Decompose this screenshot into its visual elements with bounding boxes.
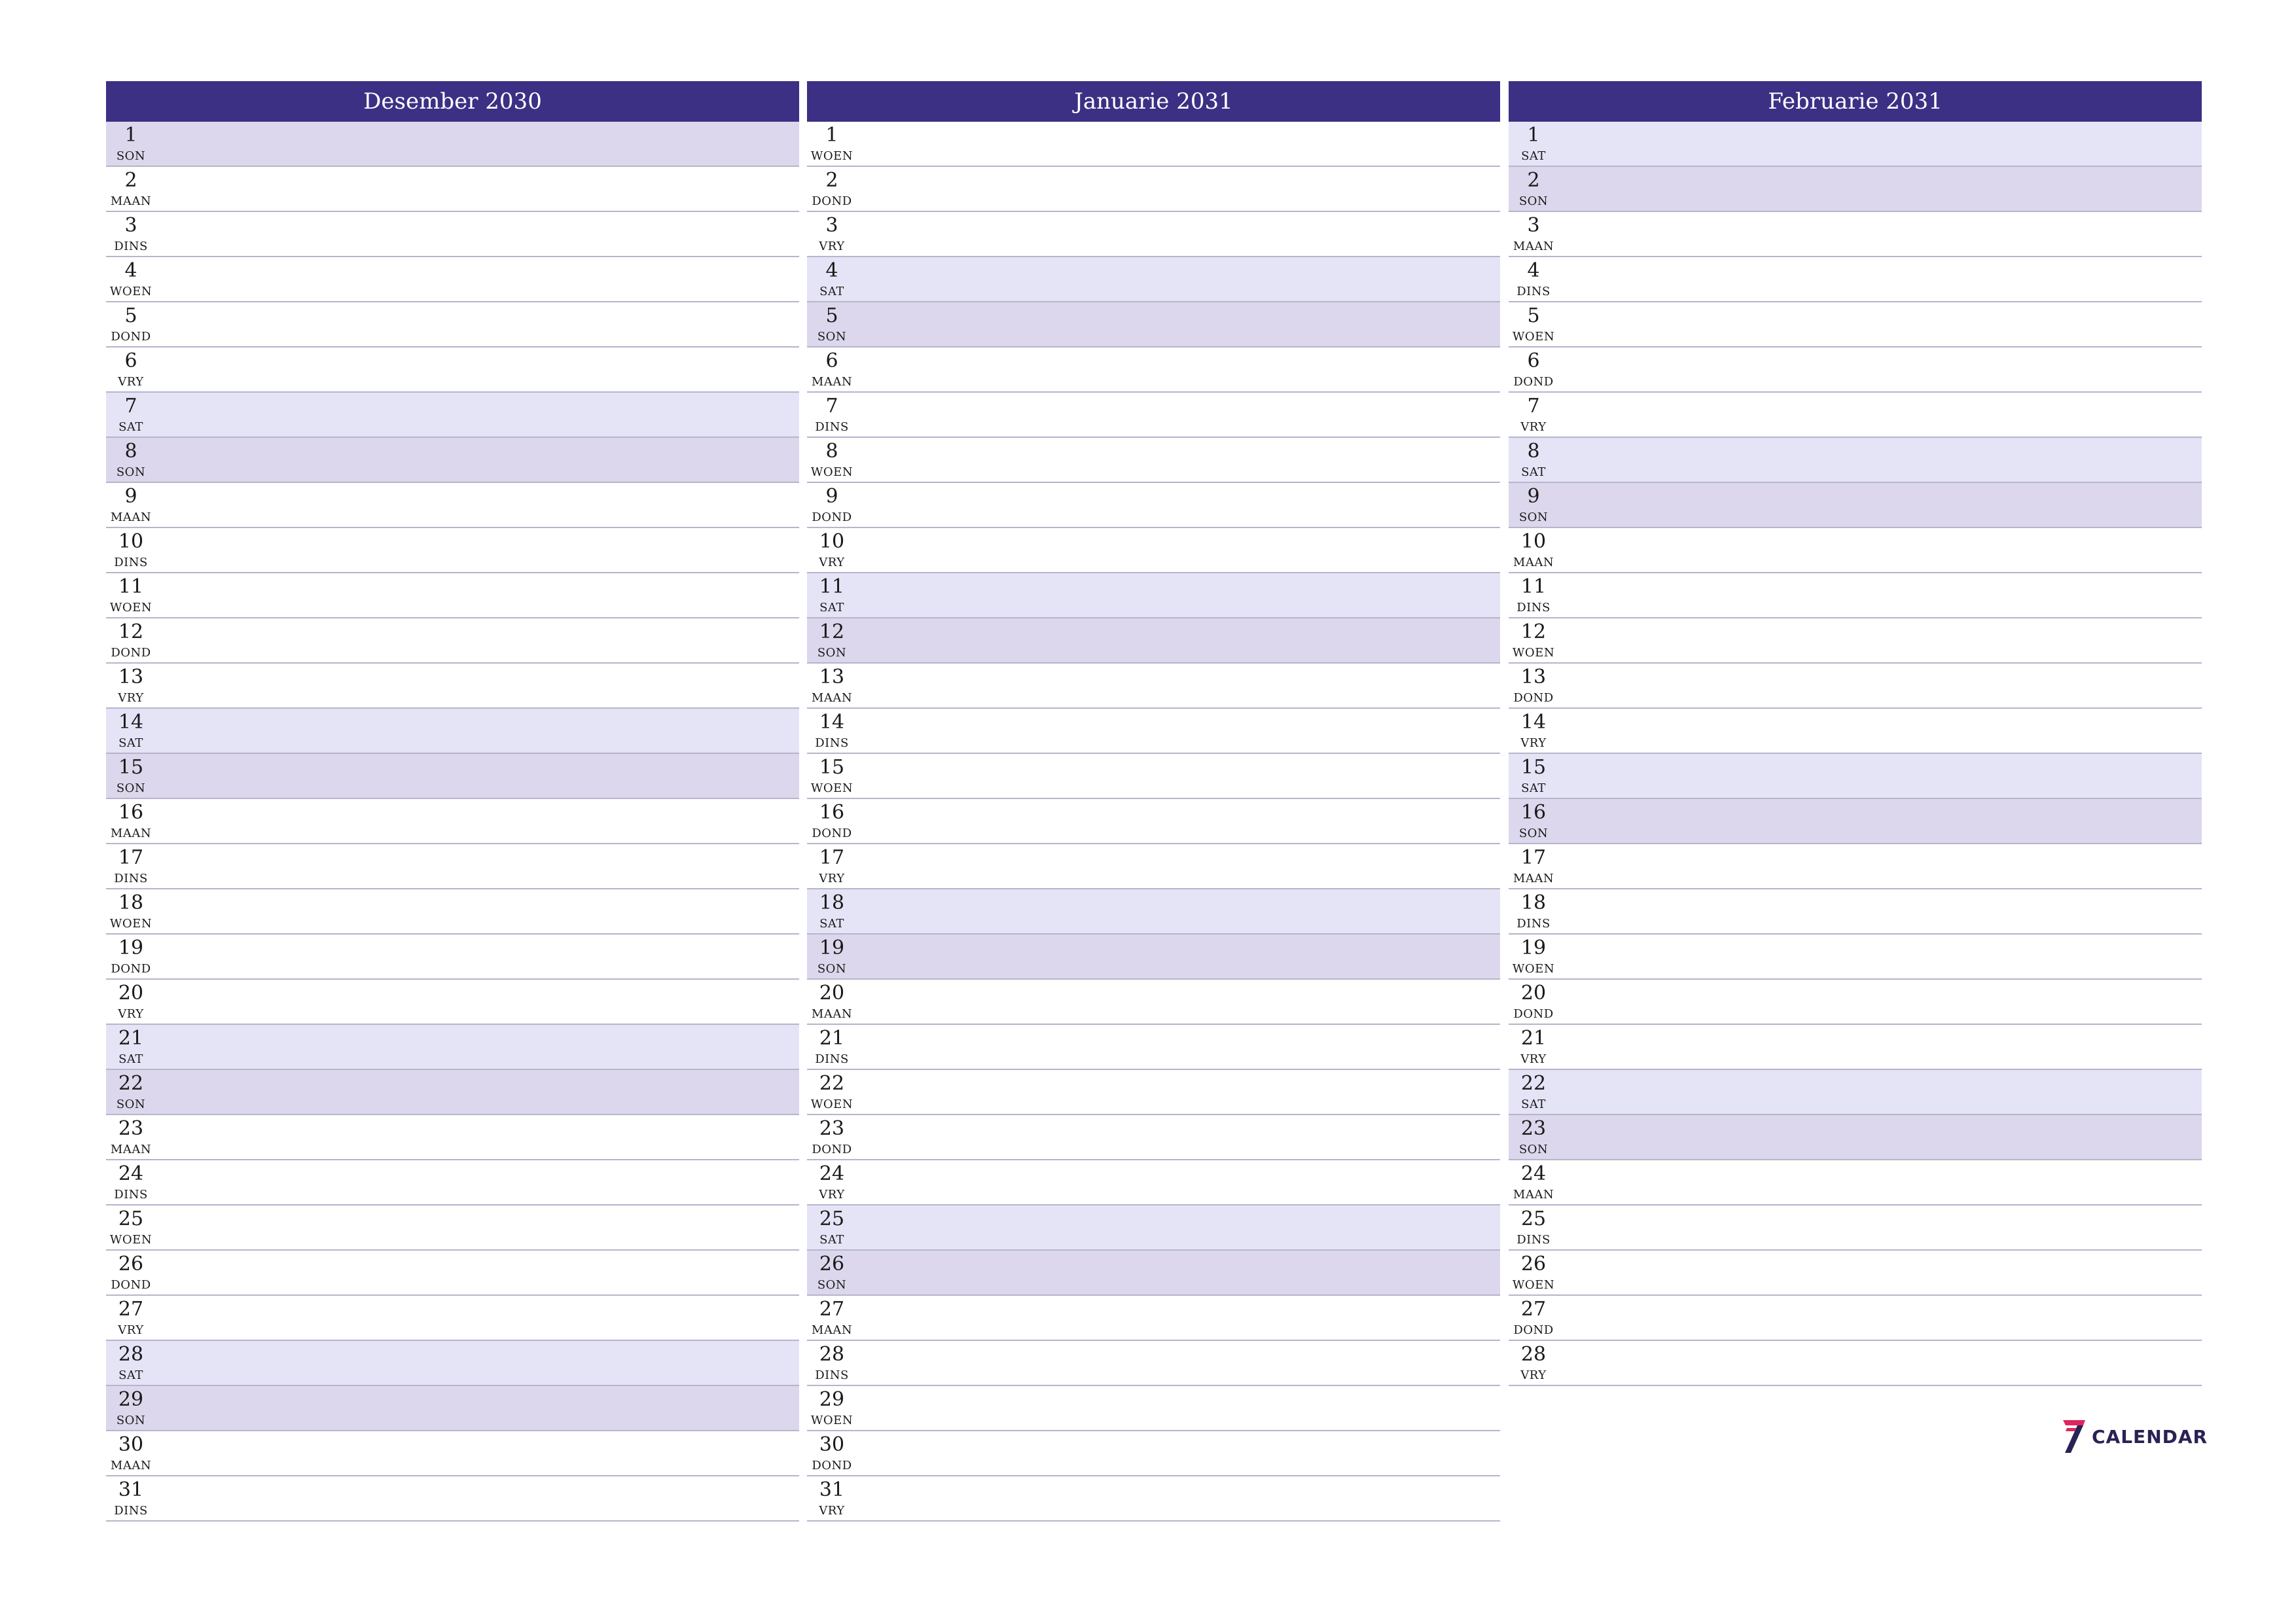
day-row xyxy=(106,1160,799,1205)
day-row xyxy=(807,212,1500,257)
weekday-label: SAT xyxy=(1521,465,1546,479)
day-number: 10 xyxy=(819,530,845,553)
day-row xyxy=(807,1341,1500,1386)
day-row xyxy=(106,1205,799,1251)
weekday-label: DINS xyxy=(114,1188,148,1202)
weekday-label: VRY xyxy=(118,375,144,389)
month-title: Januarie 2031 xyxy=(807,81,1500,122)
weekday-label: VRY xyxy=(118,691,144,705)
weekday-label: SAT xyxy=(819,601,844,615)
day-row xyxy=(1509,528,2202,573)
weekday-label: DOND xyxy=(1513,1007,1554,1021)
day-number: 29 xyxy=(118,1388,144,1411)
day-number: 17 xyxy=(118,846,144,869)
weekday-label: SAT xyxy=(1521,781,1546,795)
weekday-label: SAT xyxy=(1521,1097,1546,1111)
weekday-label: DINS xyxy=(1516,1233,1551,1247)
day-number: 6 xyxy=(1527,349,1540,372)
day-number: 24 xyxy=(118,1162,144,1185)
day-number: 28 xyxy=(1520,1343,1547,1366)
day-row xyxy=(807,573,1500,618)
day-row xyxy=(1509,1160,2202,1205)
day-row xyxy=(1509,257,2202,302)
weekday-label: MAAN xyxy=(1513,240,1554,253)
day-number: 26 xyxy=(819,1253,845,1275)
day-row xyxy=(807,1431,1500,1476)
day-number: 10 xyxy=(118,530,144,553)
day-number: 7 xyxy=(1527,395,1540,418)
weekday-label: SAT xyxy=(118,1368,143,1382)
day-number: 18 xyxy=(118,891,144,914)
day-number: 24 xyxy=(819,1162,845,1185)
weekday-label: VRY xyxy=(819,1188,845,1202)
day-number: 31 xyxy=(118,1478,144,1501)
weekday-label: DOND xyxy=(1513,1323,1554,1337)
day-number: 26 xyxy=(1520,1253,1547,1275)
weekday-label: DOND xyxy=(111,1278,151,1292)
day-number: 6 xyxy=(124,349,137,372)
weekday-label: MAAN xyxy=(110,194,152,208)
day-row xyxy=(106,438,799,483)
weekday-label: SON xyxy=(116,1414,146,1427)
day-row xyxy=(807,618,1500,664)
day-row xyxy=(1509,799,2202,844)
day-row xyxy=(106,1296,799,1341)
day-number: 25 xyxy=(1520,1207,1547,1230)
day-row xyxy=(106,1070,799,1115)
weekday-label: SAT xyxy=(1521,149,1546,163)
weekday-label: SON xyxy=(1518,510,1549,524)
weekday-label: MAAN xyxy=(110,510,152,524)
day-number: 1 xyxy=(825,124,838,147)
day-number: 7 xyxy=(124,395,137,418)
day-row xyxy=(1509,664,2202,709)
day-number: 2 xyxy=(1527,169,1540,192)
weekday-label: DOND xyxy=(812,1143,852,1156)
day-row xyxy=(106,799,799,844)
weekday-label: MAAN xyxy=(811,1007,853,1021)
weekday-label: WOEN xyxy=(1512,646,1555,660)
weekday-label: DOND xyxy=(812,827,852,840)
day-number: 26 xyxy=(118,1253,144,1275)
seven-calendar-logo-icon xyxy=(2060,1419,2087,1454)
weekday-label: VRY xyxy=(1520,420,1547,434)
weekday-label: DINS xyxy=(815,1368,849,1382)
weekday-label: DINS xyxy=(815,420,849,434)
day-number: 22 xyxy=(118,1072,144,1095)
day-row xyxy=(1509,483,2202,528)
day-number: 20 xyxy=(118,982,144,1005)
weekday-label: DOND xyxy=(1513,691,1554,705)
weekday-label: DOND xyxy=(1513,375,1554,389)
day-row xyxy=(106,257,799,302)
day-row xyxy=(1509,212,2202,257)
weekday-label: DOND xyxy=(812,510,852,524)
day-number: 4 xyxy=(825,259,838,282)
day-number: 18 xyxy=(819,891,845,914)
day-row xyxy=(807,1025,1500,1070)
day-number: 5 xyxy=(124,304,137,327)
weekday-label: WOEN xyxy=(810,465,853,479)
day-row xyxy=(1509,1025,2202,1070)
day-number: 11 xyxy=(819,575,845,598)
day-number: 15 xyxy=(819,756,845,779)
day-row xyxy=(106,212,799,257)
weekday-label: VRY xyxy=(1520,1368,1547,1382)
day-row xyxy=(807,348,1500,393)
weekday-label: VRY xyxy=(118,1323,144,1337)
weekday-label: WOEN xyxy=(1512,962,1555,976)
weekday-label: SAT xyxy=(819,285,844,298)
day-number: 28 xyxy=(118,1343,144,1366)
weekday-label: WOEN xyxy=(810,149,853,163)
day-row xyxy=(106,1386,799,1431)
day-row xyxy=(807,1251,1500,1296)
day-row xyxy=(106,528,799,573)
day-number: 17 xyxy=(819,846,845,869)
day-row xyxy=(807,483,1500,528)
day-row xyxy=(106,1115,799,1160)
weekday-label: SON xyxy=(817,646,847,660)
day-number: 14 xyxy=(1520,711,1547,734)
day-row xyxy=(106,122,799,167)
day-row xyxy=(1509,1251,2202,1296)
day-number: 15 xyxy=(1520,756,1547,779)
day-row xyxy=(807,167,1500,212)
weekday-label: SAT xyxy=(819,1233,844,1247)
day-number: 19 xyxy=(118,936,144,959)
day-number: 4 xyxy=(1527,259,1540,282)
day-row xyxy=(106,889,799,935)
day-row xyxy=(807,1386,1500,1431)
day-row xyxy=(807,1070,1500,1115)
day-number: 12 xyxy=(1520,620,1547,643)
day-row xyxy=(1509,618,2202,664)
weekday-label: DINS xyxy=(815,736,849,750)
weekday-label: WOEN xyxy=(1512,1278,1555,1292)
day-row xyxy=(807,980,1500,1025)
day-row xyxy=(106,1431,799,1476)
day-row xyxy=(807,709,1500,754)
day-number: 21 xyxy=(1520,1027,1547,1050)
day-number: 21 xyxy=(819,1027,845,1050)
month-title: Desember 2030 xyxy=(106,81,799,122)
day-number: 8 xyxy=(1527,440,1540,463)
weekday-label: WOEN xyxy=(810,1097,853,1111)
month-column-0 xyxy=(106,81,799,1522)
day-number: 7 xyxy=(825,395,838,418)
day-number: 16 xyxy=(118,801,144,824)
day-number: 28 xyxy=(819,1343,845,1366)
day-number: 27 xyxy=(118,1298,144,1321)
weekday-label: WOEN xyxy=(109,601,152,615)
day-row xyxy=(106,483,799,528)
day-row xyxy=(1509,1115,2202,1160)
day-number: 12 xyxy=(118,620,144,643)
day-row xyxy=(106,664,799,709)
day-number: 29 xyxy=(819,1388,845,1411)
day-number: 5 xyxy=(1527,304,1540,327)
day-row xyxy=(106,1025,799,1070)
weekday-label: SON xyxy=(116,781,146,795)
day-number: 25 xyxy=(819,1207,845,1230)
weekday-label: WOEN xyxy=(1512,330,1555,344)
day-row xyxy=(1509,302,2202,348)
weekday-label: DINS xyxy=(1516,601,1551,615)
logo-text: CALENDAR xyxy=(2092,1425,2208,1448)
day-number: 10 xyxy=(1520,530,1547,553)
day-number: 25 xyxy=(118,1207,144,1230)
weekday-label: DINS xyxy=(114,872,148,885)
day-number: 19 xyxy=(1520,936,1547,959)
day-row xyxy=(106,935,799,980)
day-row xyxy=(807,844,1500,889)
weekday-label: WOEN xyxy=(109,1233,152,1247)
day-row xyxy=(106,348,799,393)
day-number: 9 xyxy=(825,485,838,508)
day-number: 2 xyxy=(124,169,137,192)
day-row xyxy=(106,709,799,754)
weekday-label: SON xyxy=(817,962,847,976)
day-number: 24 xyxy=(1520,1162,1547,1185)
day-row xyxy=(1509,889,2202,935)
weekday-label: SON xyxy=(817,330,847,344)
weekday-label: WOEN xyxy=(109,285,152,298)
weekday-label: DOND xyxy=(111,330,151,344)
day-row xyxy=(807,393,1500,438)
day-number: 8 xyxy=(124,440,137,463)
weekday-label: VRY xyxy=(1520,1052,1547,1066)
day-row xyxy=(1509,393,2202,438)
weekday-label: DINS xyxy=(114,240,148,253)
month-column-1 xyxy=(807,81,1500,1522)
weekday-label: MAAN xyxy=(1513,556,1554,569)
day-row xyxy=(106,980,799,1025)
day-number: 8 xyxy=(825,440,838,463)
weekday-label: DINS xyxy=(1516,285,1551,298)
day-row xyxy=(807,302,1500,348)
day-row xyxy=(1509,122,2202,167)
weekday-label: DOND xyxy=(111,646,151,660)
weekday-label: SAT xyxy=(118,420,143,434)
weekday-label: SAT xyxy=(118,1052,143,1066)
day-number: 22 xyxy=(1520,1072,1547,1095)
weekday-label: SON xyxy=(1518,194,1549,208)
day-number: 21 xyxy=(118,1027,144,1050)
day-row xyxy=(807,438,1500,483)
day-number: 23 xyxy=(819,1117,845,1140)
day-row xyxy=(807,799,1500,844)
day-number: 23 xyxy=(1520,1117,1547,1140)
weekday-label: MAAN xyxy=(110,1459,152,1472)
weekday-label: VRY xyxy=(1520,736,1547,750)
month-column-2 xyxy=(1509,81,2202,1386)
day-row xyxy=(807,1296,1500,1341)
weekday-label: VRY xyxy=(118,1007,144,1021)
day-row xyxy=(1509,844,2202,889)
day-row xyxy=(1509,980,2202,1025)
day-number: 20 xyxy=(1520,982,1547,1005)
day-number: 27 xyxy=(819,1298,845,1321)
weekday-label: VRY xyxy=(819,1504,845,1518)
day-row xyxy=(1509,1070,2202,1115)
day-row xyxy=(1509,754,2202,799)
weekday-label: MAAN xyxy=(811,691,853,705)
day-row xyxy=(807,754,1500,799)
weekday-label: SON xyxy=(1518,827,1549,840)
day-row xyxy=(106,393,799,438)
weekday-label: VRY xyxy=(819,872,845,885)
weekday-label: DINS xyxy=(114,1504,148,1518)
day-list xyxy=(106,122,799,1522)
weekday-label: WOEN xyxy=(810,781,853,795)
day-number: 22 xyxy=(819,1072,845,1095)
weekday-label: MAAN xyxy=(110,1143,152,1156)
day-number: 14 xyxy=(819,711,845,734)
weekday-label: DOND xyxy=(111,962,151,976)
day-number: 11 xyxy=(118,575,144,598)
day-row xyxy=(807,122,1500,167)
day-row xyxy=(807,1115,1500,1160)
day-number: 19 xyxy=(819,936,845,959)
day-number: 16 xyxy=(1520,801,1547,824)
day-row xyxy=(106,1341,799,1386)
weekday-label: SAT xyxy=(819,917,844,931)
day-row xyxy=(106,167,799,212)
weekday-label: SON xyxy=(1518,1143,1549,1156)
weekday-label: MAAN xyxy=(1513,1188,1554,1202)
day-row xyxy=(807,664,1500,709)
day-number: 11 xyxy=(1520,575,1547,598)
weekday-label: DOND xyxy=(812,194,852,208)
day-number: 6 xyxy=(825,349,838,372)
weekday-label: SON xyxy=(116,1097,146,1111)
weekday-label: SON xyxy=(817,1278,847,1292)
day-number: 3 xyxy=(825,214,838,237)
day-row xyxy=(1509,573,2202,618)
day-number: 13 xyxy=(819,666,845,688)
weekday-label: MAAN xyxy=(811,375,853,389)
day-row xyxy=(807,528,1500,573)
day-number: 18 xyxy=(1520,891,1547,914)
day-list xyxy=(1509,122,2202,1386)
day-row xyxy=(1509,1205,2202,1251)
day-row xyxy=(106,618,799,664)
day-row xyxy=(807,889,1500,935)
day-number: 30 xyxy=(118,1433,144,1456)
weekday-label: SAT xyxy=(118,736,143,750)
weekday-label: MAAN xyxy=(1513,872,1554,885)
weekday-label: WOEN xyxy=(109,917,152,931)
weekday-label: DINS xyxy=(114,556,148,569)
day-number: 3 xyxy=(124,214,137,237)
day-number: 12 xyxy=(819,620,845,643)
day-row xyxy=(1509,348,2202,393)
day-list xyxy=(807,122,1500,1522)
weekday-label: SON xyxy=(116,149,146,163)
month-title: Februarie 2031 xyxy=(1509,81,2202,122)
day-row xyxy=(106,573,799,618)
weekday-label: DINS xyxy=(815,1052,849,1066)
day-row xyxy=(807,1476,1500,1522)
day-number: 23 xyxy=(118,1117,144,1140)
weekday-label: DINS xyxy=(1516,917,1551,931)
day-row xyxy=(106,302,799,348)
day-number: 1 xyxy=(1527,124,1540,147)
day-number: 3 xyxy=(1527,214,1540,237)
day-number: 14 xyxy=(118,711,144,734)
day-row xyxy=(1509,1296,2202,1341)
day-row xyxy=(807,935,1500,980)
day-number: 4 xyxy=(124,259,137,282)
day-number: 9 xyxy=(1527,485,1540,508)
day-number: 31 xyxy=(819,1478,845,1501)
day-row xyxy=(807,257,1500,302)
day-number: 27 xyxy=(1520,1298,1547,1321)
day-number: 1 xyxy=(124,124,137,147)
day-number: 13 xyxy=(118,666,144,688)
day-row xyxy=(1509,167,2202,212)
day-row xyxy=(106,754,799,799)
day-number: 15 xyxy=(118,756,144,779)
weekday-label: DOND xyxy=(812,1459,852,1472)
day-number: 9 xyxy=(124,485,137,508)
day-row xyxy=(807,1160,1500,1205)
day-row xyxy=(106,1476,799,1522)
weekday-label: VRY xyxy=(819,556,845,569)
weekday-label: MAAN xyxy=(811,1323,853,1337)
day-row xyxy=(106,1251,799,1296)
brand-logo xyxy=(2060,1419,2208,1454)
day-number: 5 xyxy=(825,304,838,327)
day-row xyxy=(1509,1341,2202,1386)
day-row xyxy=(807,1205,1500,1251)
day-number: 2 xyxy=(825,169,838,192)
weekday-label: MAAN xyxy=(110,827,152,840)
day-row xyxy=(1509,709,2202,754)
weekday-label: SON xyxy=(116,465,146,479)
day-row xyxy=(106,844,799,889)
day-number: 16 xyxy=(819,801,845,824)
weekday-label: WOEN xyxy=(810,1414,853,1427)
day-number: 30 xyxy=(819,1433,845,1456)
day-number: 17 xyxy=(1520,846,1547,869)
day-number: 13 xyxy=(1520,666,1547,688)
day-number: 20 xyxy=(819,982,845,1005)
day-row xyxy=(1509,438,2202,483)
weekday-label: VRY xyxy=(819,240,845,253)
day-row xyxy=(1509,935,2202,980)
